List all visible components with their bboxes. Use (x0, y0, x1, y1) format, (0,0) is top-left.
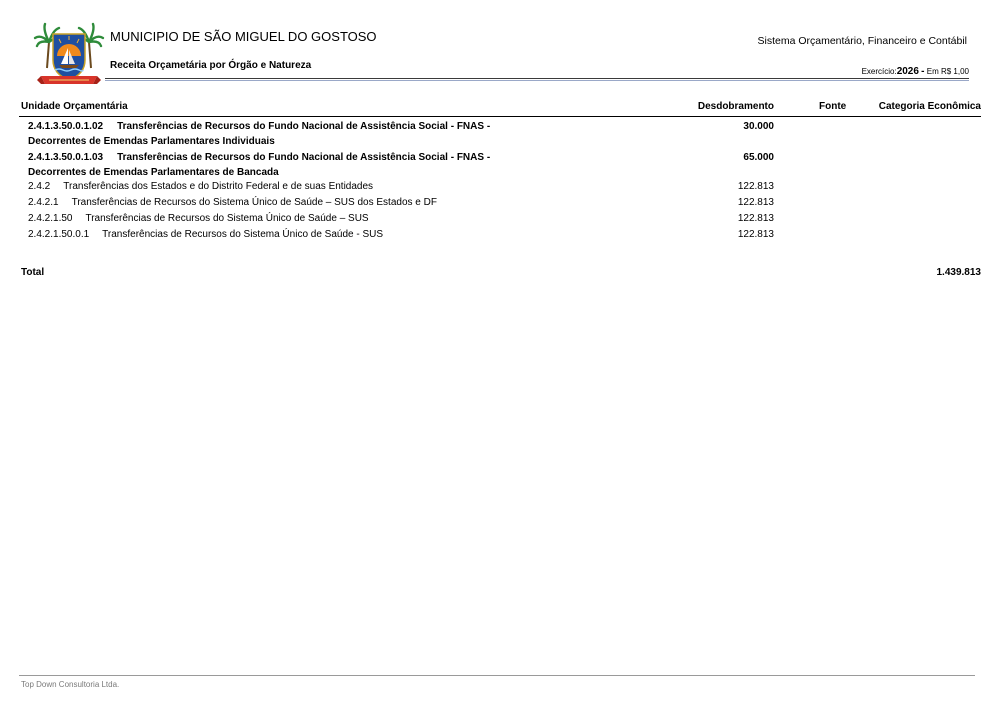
row-description: Transferências de Recursos do Sistema Único de Saúde – SUS dos Estados e DF (71, 197, 437, 208)
municipality-name: MUNICIPIO DE SÃO MIGUEL DO GOSTOSO (110, 29, 377, 44)
row-desdobramento: 30.000 (743, 121, 774, 132)
row-code: 2.4.2 (28, 181, 51, 192)
total-value: 1.439.813 (936, 267, 981, 278)
row-desdobramento: 65.000 (743, 152, 774, 163)
table-row (28, 119, 520, 149)
table-row (28, 195, 520, 210)
row-code: 2.4.2.1.50.0.1 (28, 229, 90, 240)
exercise-year: 2026 (896, 66, 919, 77)
table-row (28, 227, 520, 242)
row-desdobramento: 122.813 (737, 197, 774, 208)
header-divider-accent (105, 80, 969, 81)
system-name: Sistema Orçamentário, Financeiro e Contábil (757, 35, 967, 47)
currency-label: Em R$ 1,00 (926, 67, 969, 76)
row-desdobramento: 122.813 (737, 213, 774, 224)
exercise-info (862, 66, 969, 77)
footer-divider (19, 675, 975, 676)
row-description: Transferências de Recursos do Fundo Nacional de Assistência Social - FNAS - Decorrentes de Emendas Parlamentares de Bancada (28, 152, 491, 178)
municipal-coat-of-arms-icon (33, 20, 105, 88)
row-description: Transferências de Recursos do Sistema Único de Saúde – SUS (85, 213, 369, 224)
header-divider (105, 78, 969, 79)
column-header-divider (19, 116, 981, 117)
column-header-desdobramento: Desdobramento (697, 101, 774, 112)
exercise-separator: - (921, 66, 925, 77)
column-header-unit: Unidade Orçamentária (21, 101, 128, 112)
total-label: Total (21, 267, 45, 278)
table-row (28, 150, 520, 180)
row-code: 2.4.2.1.50 (28, 213, 73, 224)
row-code: 2.4.1.3.50.0.1.03 (28, 152, 104, 163)
table-row (28, 179, 520, 194)
row-desdobramento: 122.813 (737, 229, 774, 240)
row-code: 2.4.2.1 (28, 197, 59, 208)
row-code: 2.4.1.3.50.0.1.02 (28, 121, 104, 132)
exercise-label: Exercício: (861, 67, 897, 76)
footer-company: Top Down Consultoria Ltda. (21, 680, 120, 689)
column-header-categoria: Categoria Econômica (878, 101, 981, 112)
row-desdobramento: 122.813 (737, 181, 774, 192)
row-description: Transferências de Recursos do Sistema Único de Saúde - SUS (102, 229, 384, 240)
column-header-fonte: Fonte (819, 101, 847, 112)
row-description: Transferências dos Estados e do Distrito Federal e de suas Entidades (63, 181, 374, 192)
report-title: Receita Orçametária por Órgão e Natureza (110, 60, 312, 71)
row-description: Transferências de Recursos do Fundo Nacional de Assistência Social - FNAS - Decorrentes de Emendas Parlamentares Individuais (28, 121, 491, 147)
table-row (28, 211, 520, 226)
